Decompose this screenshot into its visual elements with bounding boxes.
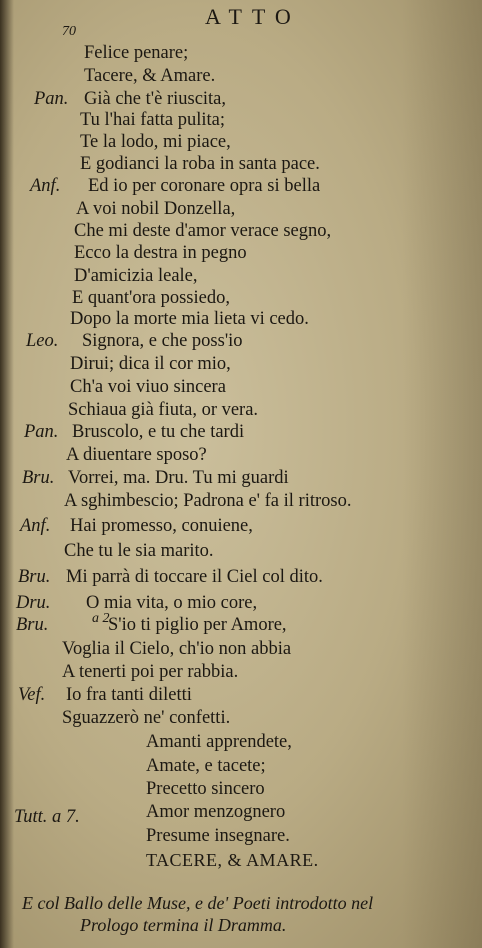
verse-line: Che tu le sia marito. <box>64 541 214 561</box>
verse-line: Precetto sincero <box>146 779 265 799</box>
verse-line: A sghimbescio; Padrona e' fa il ritroso. <box>64 491 352 511</box>
speaker-name: Bru. <box>18 567 51 587</box>
running-head: ATTO <box>205 4 301 29</box>
speaker-name: Bru. <box>22 468 55 488</box>
speaker-name: Tutt. a 7. <box>14 807 80 827</box>
page-number: 70 <box>62 24 76 39</box>
verse-line: Tacere, & Amare. <box>84 66 216 86</box>
verse-line: Amor menzognero <box>146 802 286 822</box>
verse-line: Dopo la morte mia lieta vi cedo. <box>70 309 309 329</box>
speaker-name: Pan. <box>24 422 59 442</box>
speaker-name: Anf. <box>20 516 51 536</box>
speaker-name: Anf. <box>30 176 61 196</box>
verse-line: Schiaua già fiuta, or vera. <box>68 400 259 420</box>
verse-line: A voi nobil Donzella, <box>76 199 236 219</box>
verse-line: Te la lodo, mi piace, <box>80 132 231 152</box>
verse-line: Bruscolo, e tu che tardi <box>72 422 245 442</box>
verse-line: Tu l'hai fatta pulita; <box>80 110 225 130</box>
verse-line: Dirui; dica il cor mio, <box>70 354 231 374</box>
closing-line: E col Ballo delle Muse, e de' Poeti introdotto nel <box>22 893 374 913</box>
verse-line: Ed io per coronare opra si bella <box>88 176 321 196</box>
verse-line: S'io ti piglio per Amore, <box>108 615 287 635</box>
verse-line: Amate, e tacete; <box>146 756 266 776</box>
verse-line: A tenerti poi per rabbia. <box>62 662 239 682</box>
verse-line: E godianci la roba in santa pace. <box>80 154 320 174</box>
verse-line: Amanti apprendete, <box>146 732 292 752</box>
verse-line: Mi parrà di toccare il Ciel col dito. <box>66 567 323 587</box>
bleed-through-area <box>402 0 482 948</box>
verse-line: Felice penare; <box>84 43 189 63</box>
page-gutter-shadow <box>0 0 14 948</box>
verse-line-caps: TACERE, & AMARE. <box>146 850 319 870</box>
speaker-name: Leo. <box>26 331 59 351</box>
verse-line: Voglia il Cielo, ch'io non abbia <box>62 639 292 659</box>
verse-line: A diuentare sposo? <box>66 445 207 465</box>
speaker-name: Pan. <box>34 89 69 109</box>
verse-line: Presume insegnare. <box>146 826 290 846</box>
verse-line: Signora, e che poss'io <box>82 331 243 351</box>
verse-line: O mia vita, o mio core, <box>86 593 258 613</box>
verse-line: Io fra tanti diletti <box>66 685 192 705</box>
speaker-name: Bru. <box>16 615 49 635</box>
speaker-name: Dru. <box>16 593 51 613</box>
verse-line: E quant'ora possiedo, <box>72 288 230 308</box>
verse-line: D'amicizia leale, <box>74 266 198 286</box>
verse-line: Sguazzerò ne' confetti. <box>62 708 231 728</box>
margin-mark: a 2 <box>92 611 110 626</box>
verse-line: Vorrei, ma. Dru. Tu mi guardi <box>68 468 289 488</box>
verse-line: Che mi deste d'amor verace segno, <box>74 221 332 241</box>
verse-line: Ecco la destra in pegno <box>74 243 247 263</box>
verse-line: Ch'a voi viuo sincera <box>70 377 226 397</box>
speaker-name: Vef. <box>18 685 46 705</box>
closing-line: Prologo termina il Dramma. <box>80 915 287 935</box>
verse-line: Già che t'è riuscita, <box>84 89 227 109</box>
verse-line: Hai promesso, conuiene, <box>70 516 253 536</box>
